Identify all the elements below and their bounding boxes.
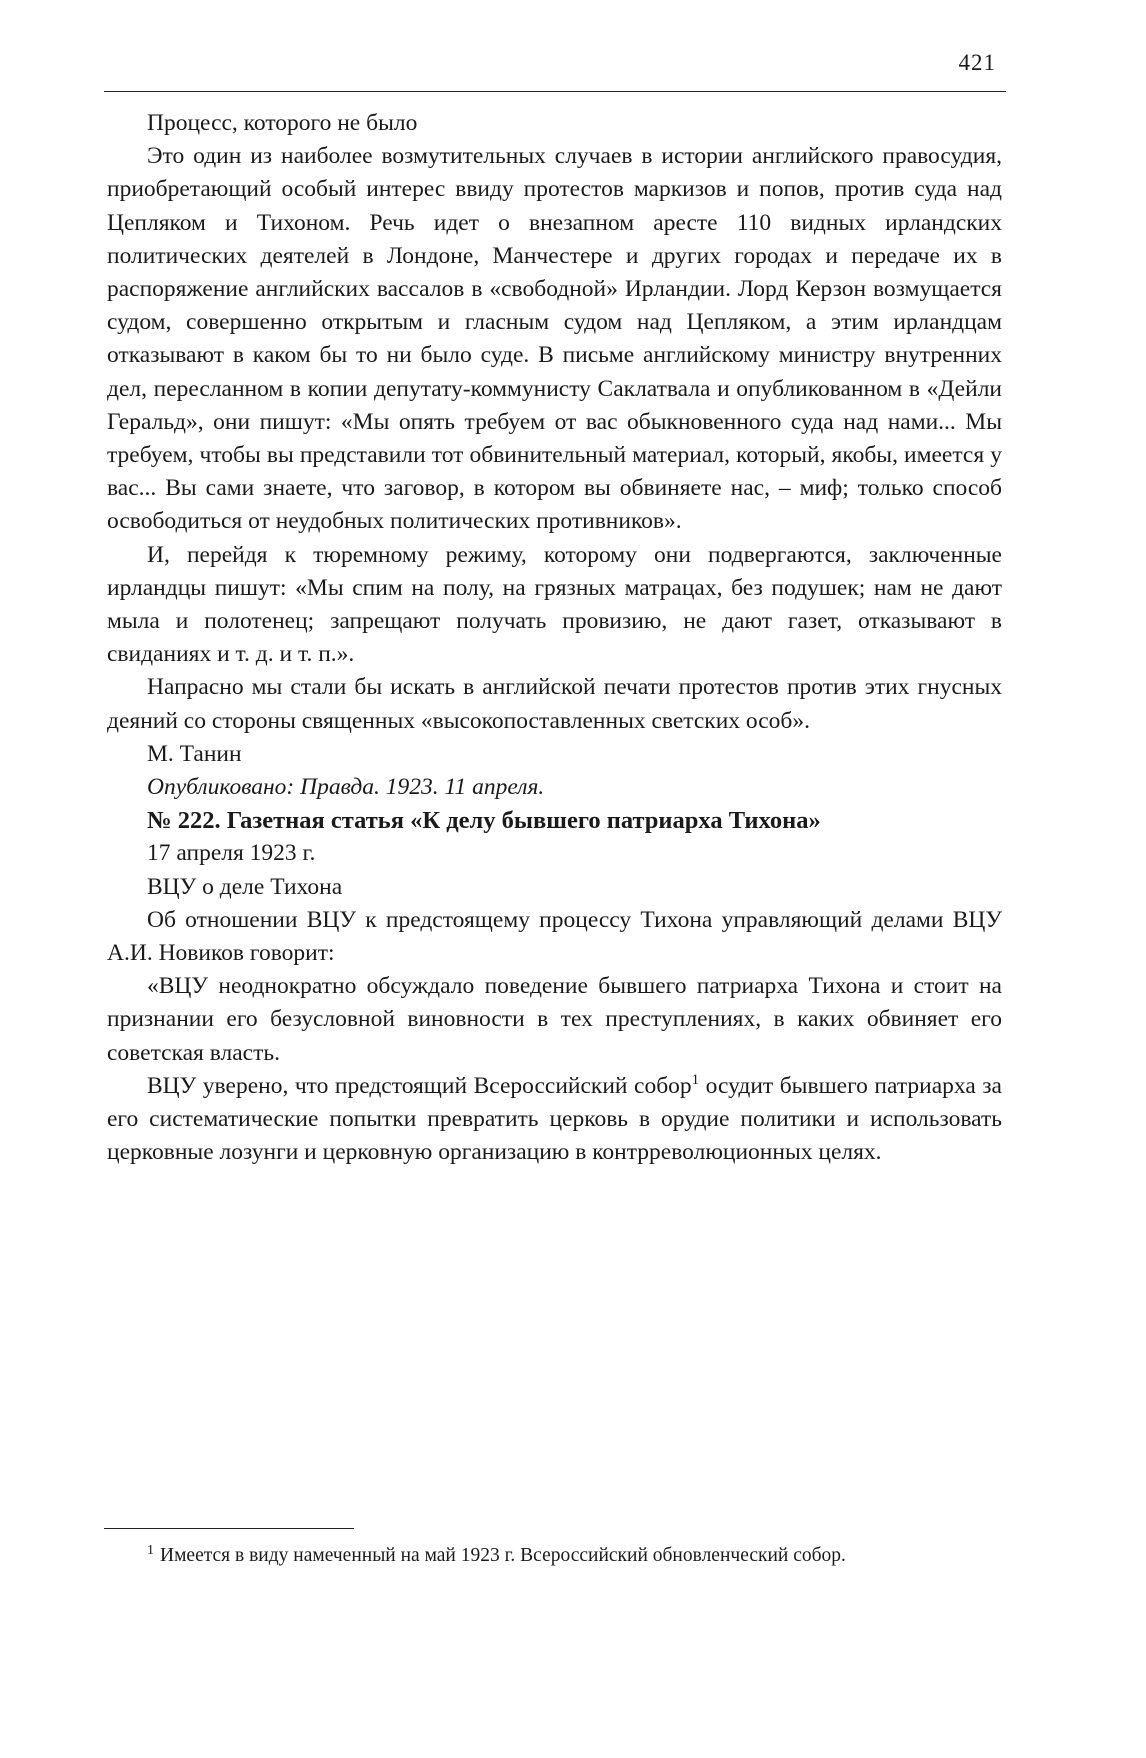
footnote-rule	[104, 1528, 354, 1529]
document-paragraph-2: «ВЦУ неоднократно обсуждало поведение бывшего патриарха Тихона и стоит на признании его безусловной виновности в тех преступлениях, в каких обвиняет его советская власть.	[107, 973, 1002, 1066]
document-date: 17 апреля 1923 г.	[147, 840, 316, 867]
footnote	[107, 1540, 1002, 1571]
article-paragraph-2: И, перейдя к тюремному режиму, которому они подвергаются, заключенные ирландцы пишут: «Мы спим на полу, на грязных матрацах, без подушек; нам не дают мыла и полотенец; запрещают получать провизию, не дают газет, отказывают в свиданиях и т. д. и т. п.».	[107, 541, 1002, 668]
publication-source: Опубликовано: Правда. 1923. 11 апреля.	[147, 774, 545, 801]
article-paragraph-1: Это один из наиболее возмутительных случаев в истории английского правосудия, приобретающий особый интерес ввиду протестов маркизов и попов, против суда над Цепляком и Тихоном. Речь идет о внезапном аресте 110 видных ирландских политических деятелей в Лондоне, Манчестере и других городах и передаче их в распоряжение английских вассалов в «свободной» Ирландии. Лорд Керзон возмущается судом, совершенно открытым и гласным судом над Цепляком, а этим ирландцам отказывают в каком бы то ни было суде. В письме английскому министру внутренних дел, пересланном в копии депутату-коммунисту Саклатвала и опубликованном в «Дейли Геральд», они пишут: «Мы опять требуем от вас обыкновенного суда над нами... Мы требуем, чтобы вы представили тот обвинительный материал, который, якобы, имеется у вас... Вы сами знаете, что заговор, в котором вы обвиняете нас, – миф; только способ освободиться от неудобных политических противников».	[107, 143, 1002, 535]
header-rule	[104, 91, 1006, 92]
document-subtitle: ВЦУ о деле Тихона	[147, 873, 343, 900]
document-paragraph-3	[107, 1070, 1002, 1170]
document-heading: № 222. Газетная статья «К делу бывшего патриарха Тихона»	[147, 807, 821, 835]
footnote-reference[interactable]: 1	[691, 1071, 700, 1088]
article-subtitle: Процесс, которого не было	[147, 110, 418, 136]
article-signature: М. Танин	[147, 740, 242, 767]
paragraph-3-start: ВЦУ уверено, что предстоящий Всероссийский собор	[147, 1072, 692, 1099]
footnote-mark: 1	[147, 1543, 154, 1558]
footnote-text: Имеется в виду намеченный на май 1923 г. Всероссийский обновленческий собор.	[160, 1545, 846, 1566]
paragraph-3-end: осудит бывшего патриарха за его систематические попытки превратить церковь в орудие политики и использовать церковные лозунги и церковную организацию в контрреволюционных целях.	[107, 1072, 1002, 1166]
article-paragraph-3: Напрасно мы стали бы искать в английской печати протестов против этих гнусных деяний со стороны священных «высокопоставленных светских особ».	[107, 674, 1002, 734]
page-body	[107, 107, 1002, 1170]
document-paragraph-1: Об отношении ВЦУ к предстоящему процессу Тихона управляющий делами ВЦУ А.И. Новиков говорит:	[107, 906, 1002, 967]
page-number: 421	[958, 50, 996, 75]
